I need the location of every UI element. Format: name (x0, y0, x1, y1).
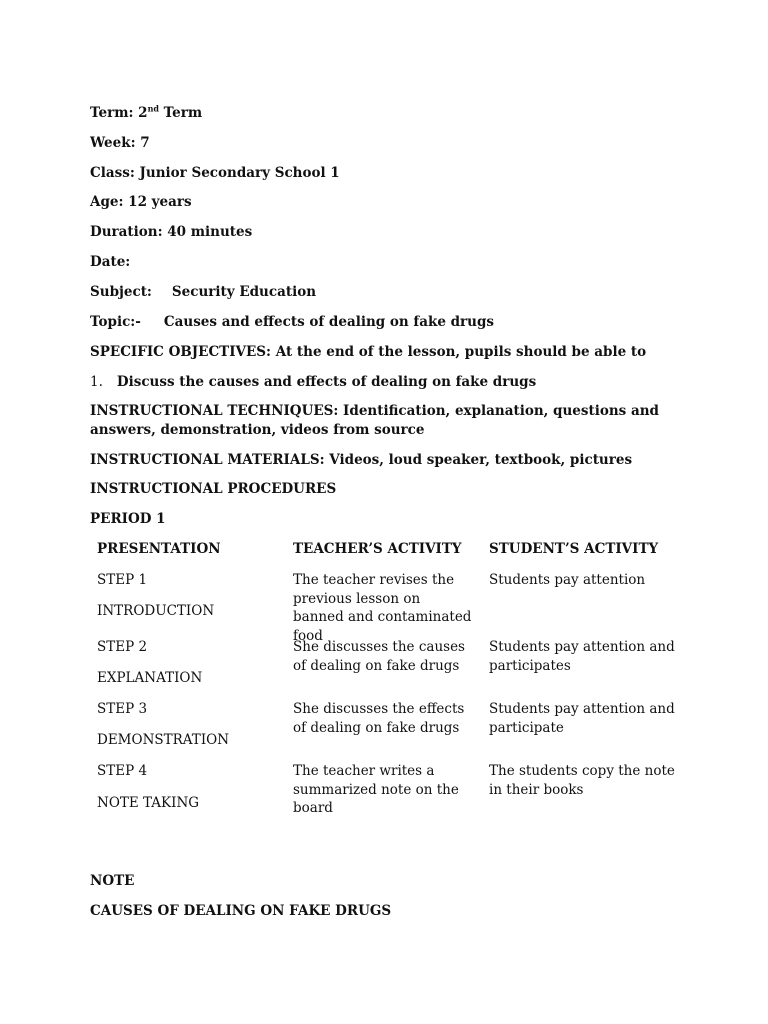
header-student-activity: STUDENT’S ACTIVITY (489, 541, 659, 557)
row-3-student: Students pay attention and participate (489, 701, 675, 736)
row-2-teacher: She discusses the causes of dealing on fake drugs (293, 639, 465, 674)
subject-line (90, 283, 316, 302)
row-3-teacher: She discusses the effects of dealing on fake drugs (293, 701, 465, 736)
class-line: Class: Junior Secondary School 1 (90, 165, 340, 181)
topic-value: Causes and effects of dealing on fake drugs (163, 314, 495, 330)
instructional-materials: INSTRUCTIONAL MATERIALS: Videos, loud speaker, textbook, pictures (90, 452, 633, 468)
row-1-student: Students pay attention (489, 572, 646, 588)
row-1-step: STEP 1 (97, 572, 148, 588)
objectives-heading: SPECIFIC OBJECTIVES: At the end of the lesson, pupils should be able to (90, 344, 647, 360)
instructional-procedures: INSTRUCTIONAL PROCEDURES (90, 481, 337, 497)
period-label: PERIOD 1 (90, 511, 166, 527)
row-4-teacher: The teacher writes a summarized note on the board (293, 763, 459, 816)
row-1-stage: INTRODUCTION (97, 603, 215, 619)
objective-item-text: Discuss the causes and effects of dealing on fake drugs (116, 374, 537, 390)
row-4-step: STEP 4 (97, 763, 148, 779)
note-heading: NOTE (90, 873, 135, 889)
row-2-student: Students pay attention and participates (489, 639, 675, 674)
header-presentation: PRESENTATION (97, 541, 221, 557)
objective-item (90, 373, 536, 392)
instructional-techniques: INSTRUCTIONAL TECHNIQUES: Identification, explanation, questions and answers, demonstration, videos from source (90, 403, 659, 438)
term-line (90, 104, 202, 123)
row-2-step: STEP 2 (97, 639, 148, 655)
row-2-stage: EXPLANATION (97, 670, 203, 686)
term-label: Term: 2 (90, 105, 148, 121)
header-teacher-activity: TEACHER’S ACTIVITY (293, 541, 462, 557)
duration-line: Duration: 40 minutes (90, 224, 253, 240)
row-3-step: STEP 3 (97, 701, 148, 717)
topic-label: Topic:- (90, 314, 141, 330)
week-line: Week: 7 (90, 135, 150, 151)
note-subheading: CAUSES OF DEALING ON FAKE DRUGS (90, 903, 392, 919)
row-1-teacher: The teacher revises the previous lesson on banned and contaminated food (293, 572, 472, 644)
term-superscript: nd (147, 103, 159, 114)
date-line: Date: (90, 254, 131, 270)
term-suffix: Term (158, 105, 203, 121)
objective-item-number: 1. (90, 374, 103, 390)
subject-value: Security Education (171, 284, 317, 300)
row-3-stage: DEMONSTRATION (97, 732, 230, 748)
subject-label: Subject: (90, 284, 152, 300)
row-4-stage: NOTE TAKING (97, 795, 200, 811)
topic-line (90, 313, 494, 332)
age-line: Age: 12 years (90, 194, 192, 210)
row-4-student: The students copy the note in their books (489, 763, 675, 798)
